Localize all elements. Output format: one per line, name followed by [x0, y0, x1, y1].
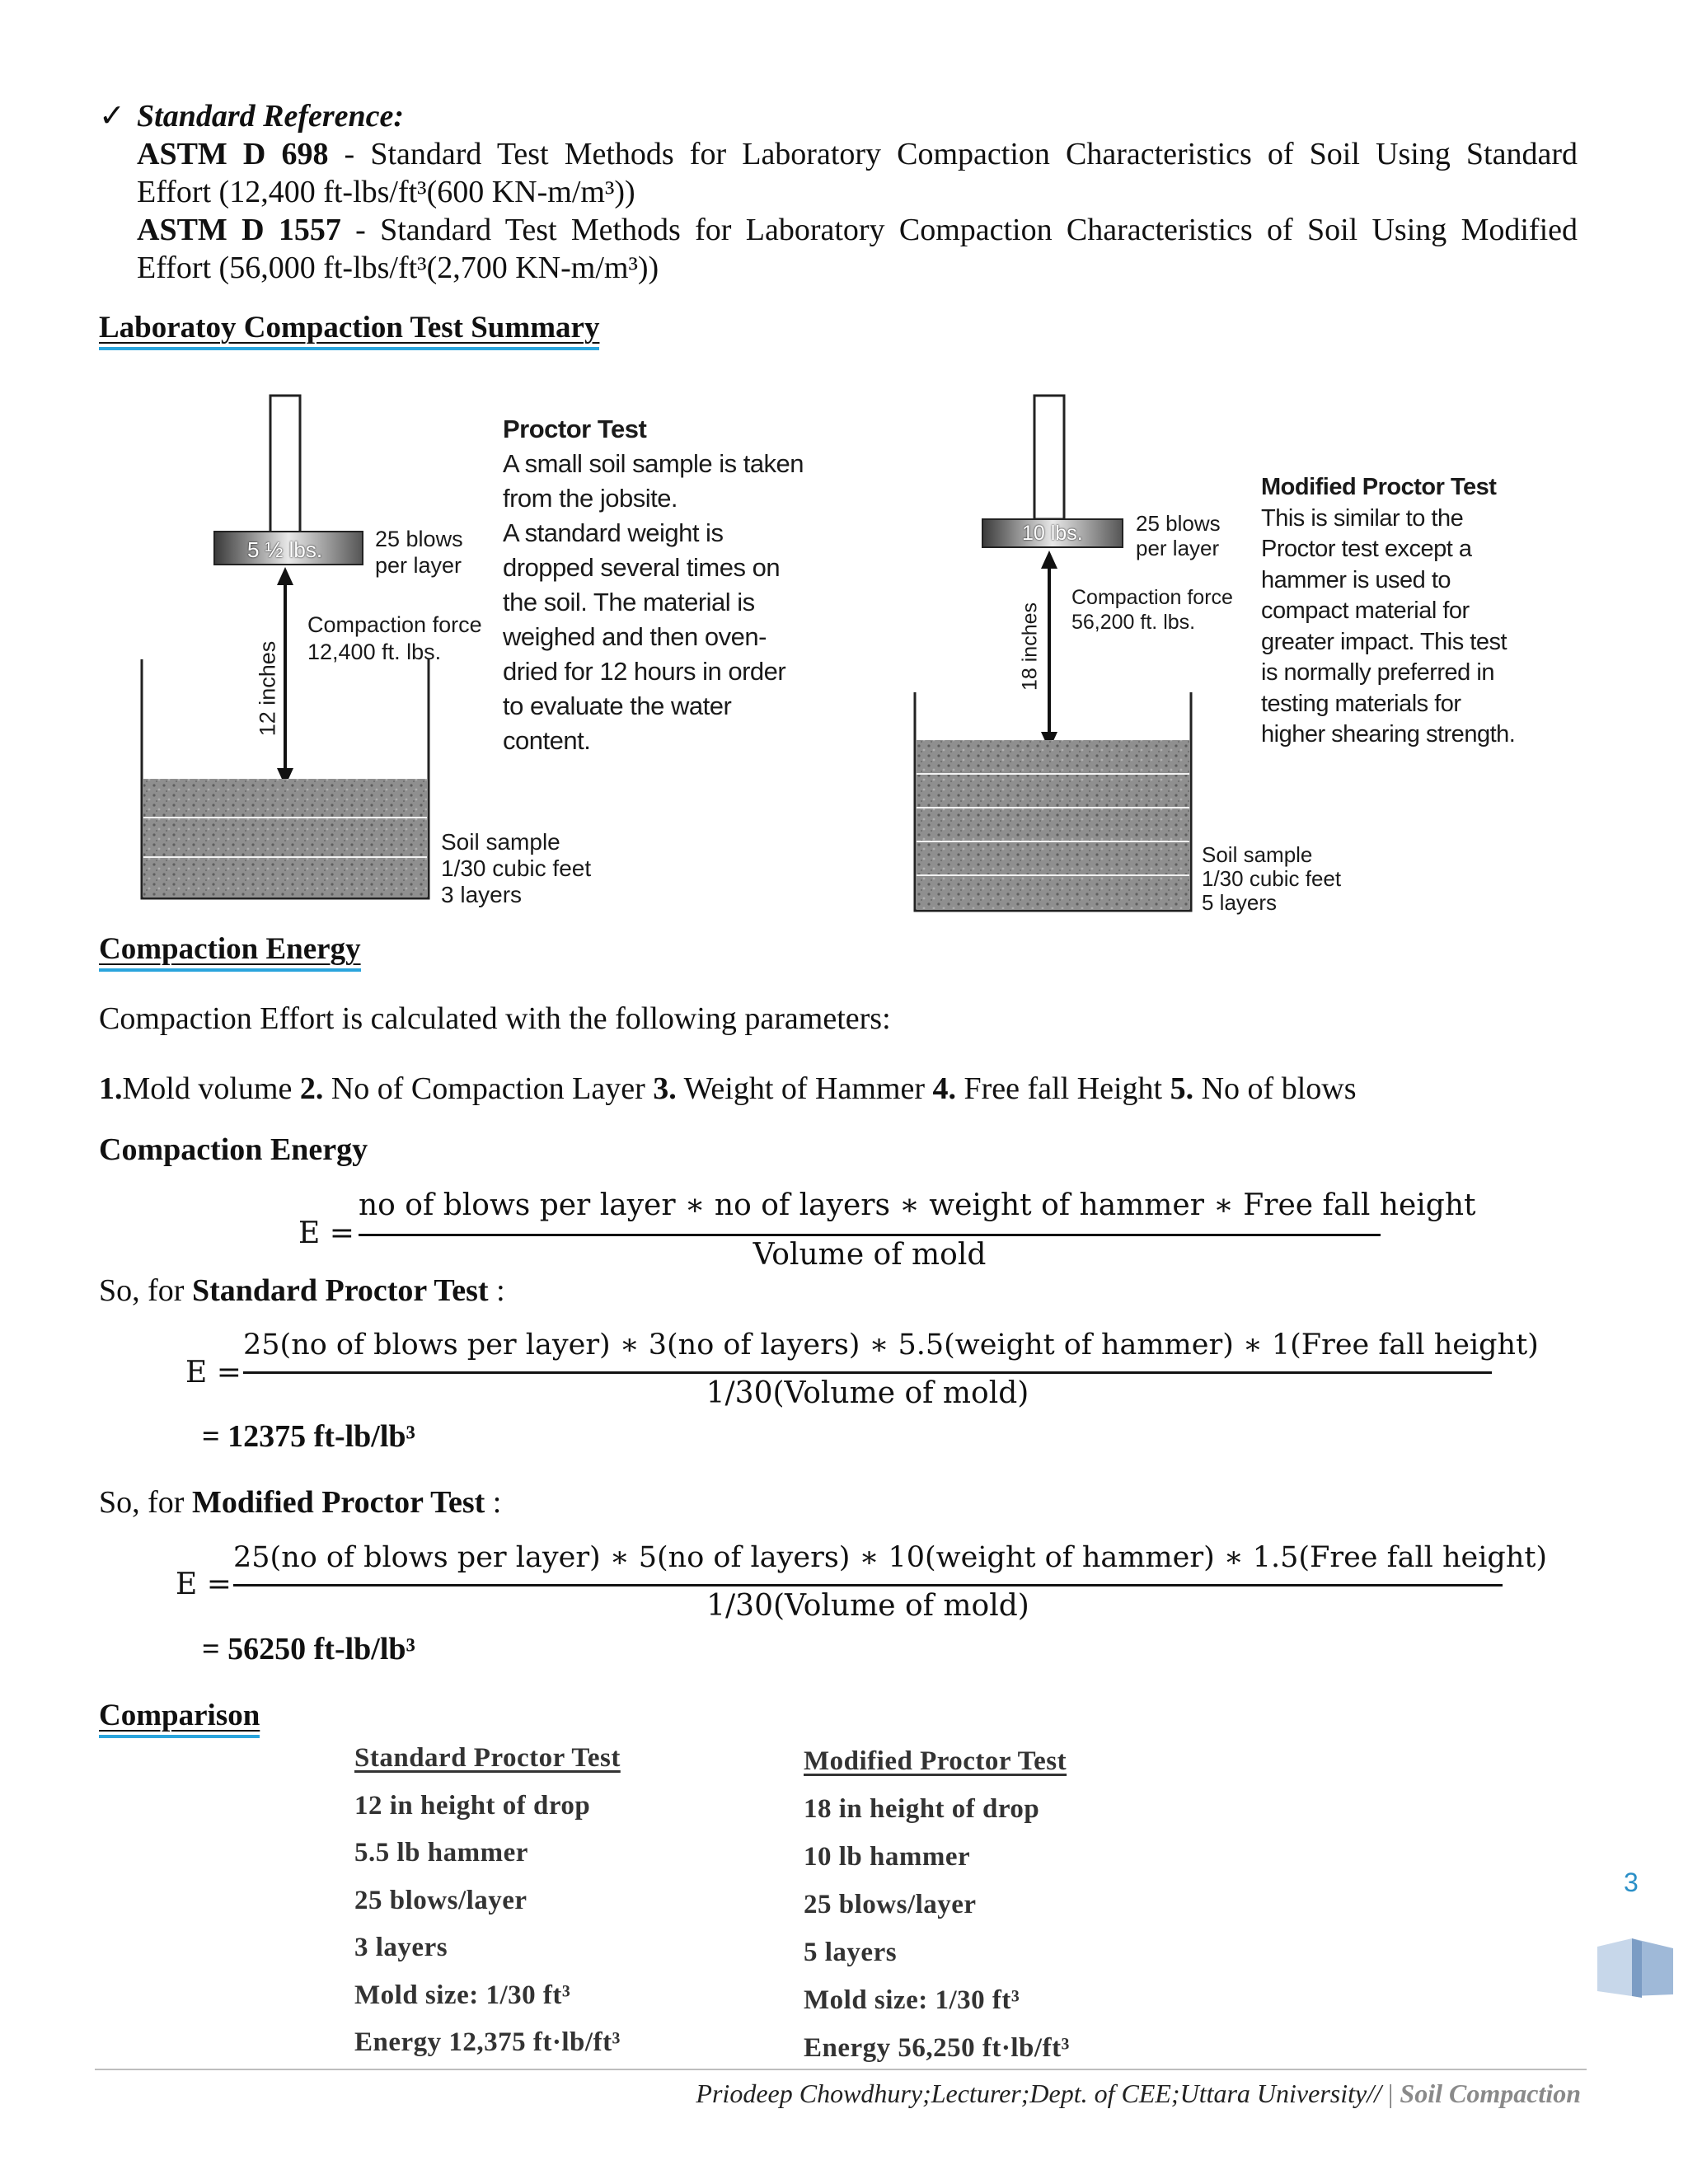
comparison-row: 3 layers [354, 1933, 448, 1962]
comparison-row: Mold size: 1/30 ft³ [354, 1980, 571, 2010]
proctor-desc-line: A standard weight is [503, 518, 724, 547]
param-text: Weight of Hammer [676, 1071, 933, 1106]
intro-prefix: So, for [99, 1273, 192, 1308]
param-number: 1. [99, 1071, 123, 1106]
formula-standard-lhs: E = [185, 1356, 241, 1390]
comparison-row: 10 lb hammer [804, 1842, 971, 1872]
astm-698-effort: Effort (12,400 ft-lbs/ft³(600 KN-m/m³)) [137, 175, 635, 209]
soil-line1: Soil sample [441, 829, 560, 855]
param-text: Mold volume [122, 1071, 300, 1106]
formula-general-bar [359, 1234, 1381, 1236]
formula-modified-bar [233, 1584, 1503, 1586]
comparison-heading: Comparison [99, 1698, 260, 1738]
param-number: 3. [653, 1071, 677, 1106]
soil-label [1202, 843, 1341, 915]
blows-label [375, 526, 463, 579]
param-text: Free fall Height [956, 1071, 1170, 1106]
force-line1: Compaction force [1071, 586, 1233, 609]
formula-standard-bar [243, 1371, 1492, 1374]
astm-698-code: ASTM D 698 [137, 137, 329, 171]
formula-modified-denominator: 1/30(Volume of mold) [706, 1589, 1029, 1623]
summary-heading-wrap [99, 310, 599, 350]
proctor-test-text [503, 412, 804, 758]
modified-desc-line: hammer is used to [1261, 566, 1451, 593]
soil-line2: 1/30 cubic feet [441, 855, 592, 881]
soil-label [441, 829, 591, 908]
comparison-row: 5 layers [804, 1938, 898, 1967]
footer-topic: Soil Compaction [1393, 2079, 1581, 2108]
footer-separator: | [1388, 2079, 1394, 2108]
blows-label [1136, 511, 1221, 560]
weight-label: 5 ½ lbs. [247, 537, 323, 562]
param-number: 2. [299, 1071, 324, 1106]
force-line2: 12,400 ft. lbs. [307, 640, 442, 664]
modified-desc-line: Proctor test except a [1261, 536, 1472, 562]
per-layer-text: per layer [375, 553, 462, 578]
intro-bold: Standard Proctor Test [191, 1273, 489, 1308]
formula-general-lhs: E = [298, 1216, 354, 1250]
soil-sample [143, 779, 427, 897]
param-text: No of Compaction Layer [323, 1071, 654, 1106]
soil-line1: Soil sample [1202, 842, 1313, 867]
modified-intro [99, 1483, 501, 1521]
formula-general-denominator: Volume of mold [753, 1238, 987, 1272]
energy-subheading: Compaction Energy [99, 1132, 368, 1167]
astm-1557-line [137, 211, 1578, 249]
astm-1557-effort: Effort (56,000 ft-lbs/ft³(2,700 KN-m/m³)) [137, 251, 659, 285]
comparison-row: Mold size: 1/30 ft³ [804, 1985, 1020, 2015]
height-label: 12 inches [255, 640, 280, 737]
comparison-row: Energy 56,250 ft·lb/ft³ [804, 2033, 1070, 2063]
parameters-list [99, 1070, 1356, 1108]
soil-line2: 1/30 cubic feet [1202, 866, 1342, 891]
footer-author: Priodeep Chowdhury;Lecturer;Dept. of CEE;Uttara University// [696, 2079, 1388, 2108]
formula-modified-lhs: E = [176, 1568, 232, 1601]
energy-intro: Compaction Effort is calculated with the following parameters: [99, 1001, 891, 1036]
comparison-standard-title: Standard Proctor Test [354, 1743, 621, 1773]
soil-line3: 5 layers [1202, 890, 1278, 915]
corner-decoration-icon [1591, 1937, 1681, 2003]
standard-intro [99, 1272, 505, 1310]
intro-suffix: : [485, 1485, 502, 1520]
intro-prefix: So, for [99, 1485, 192, 1520]
modified-desc-line: This is similar to the [1261, 504, 1464, 532]
force-label [1071, 585, 1233, 635]
weight-label: 10 lbs. [1022, 522, 1083, 545]
summary-heading: Laboratoy Compaction Test Summary [99, 310, 599, 350]
page-curl-icon [1591, 1937, 1681, 2003]
proctor-desc-line: dried for 12 hours in order [503, 657, 786, 686]
comparison-row: 5.5 lb hammer [354, 1838, 528, 1868]
proctor-desc-line: content. [503, 726, 591, 755]
arrow-head-up [1041, 551, 1057, 569]
comparison-row: 25 blows/layer [354, 1885, 528, 1915]
proctor-test-title: Proctor Test [503, 415, 647, 443]
proctor-desc-line: weighed and then oven- [503, 622, 767, 651]
comparison-row: 12 in height of drop [354, 1790, 591, 1821]
param-number: 4. [932, 1071, 956, 1106]
astm-698-desc: - Standard Test Methods for Laboratory Compaction Characteristics of Soil Using Standard [328, 137, 1578, 171]
checkmark-icon: ✓ [99, 99, 125, 134]
footer [696, 2079, 1581, 2109]
hammer-rod [1034, 396, 1064, 519]
modified-proctor-text [1261, 472, 1515, 751]
blows-text: 25 blows [1136, 511, 1221, 536]
soil-sample [917, 740, 1189, 909]
proctor-desc-line: the soil. The material is [503, 588, 755, 616]
formula-modified-result: = 56250 ft-lb/lb³ [202, 1632, 415, 1666]
proctor-desc-line: to evaluate the water [503, 691, 732, 720]
formula-modified-numerator: 25(no of blows per layer) ∗ 5(no of layers) ∗ 10(weight of hammer) ∗ 1.5(Free fall height) [233, 1541, 1548, 1574]
figure-modified-proctor [907, 387, 1599, 923]
arrow-head-up [277, 567, 293, 585]
blows-text: 25 blows [375, 527, 463, 551]
modified-desc-line: compact material for [1261, 598, 1470, 624]
per-layer-text: per layer [1136, 536, 1220, 560]
energy-heading: Compaction Energy [99, 931, 361, 972]
astm-698-line [137, 135, 1578, 173]
soil-line3: 3 layers [441, 882, 523, 907]
astm-1557-desc: - Standard Test Methods for Laboratory Compaction Characteristics of Soil Using Modified [340, 213, 1578, 247]
figure-standard-proctor [132, 387, 824, 923]
formula-general-numerator: no of blows per layer ∗ no of layers ∗ weight of hammer ∗ Free fall height [359, 1188, 1476, 1222]
comparison-standard-column [354, 1735, 621, 2067]
footer-rule [95, 2069, 1587, 2070]
proctor-desc-line: dropped several times on [503, 553, 781, 582]
height-label: 18 inches [1018, 602, 1042, 691]
modified-desc-line: higher shearing strength. [1261, 721, 1516, 748]
astm-1557-code: ASTM D 1557 [137, 213, 341, 247]
comparison-row: 25 blows/layer [804, 1890, 977, 1919]
modified-desc-line: greater impact. This test [1261, 628, 1507, 655]
comparison-row: 18 in height of drop [804, 1794, 1040, 1824]
comparison-heading-wrap [99, 1698, 260, 1738]
proctor-desc-line: from the jobsite. [503, 484, 678, 513]
force-label [307, 612, 482, 666]
param-number: 5. [1170, 1071, 1194, 1106]
param-text: No of blows [1193, 1071, 1357, 1106]
comparison-modified-column [804, 1737, 1070, 2072]
energy-heading-wrap [99, 931, 361, 972]
intro-suffix: : [488, 1273, 505, 1308]
comparison-row: Energy 12,375 ft·lb/ft³ [354, 2027, 621, 2057]
hammer-rod [270, 396, 300, 540]
force-line1: Compaction force [307, 612, 482, 637]
page-number: 3 [1624, 1868, 1639, 1897]
intro-bold: Modified Proctor Test [191, 1485, 485, 1520]
force-line2: 56,200 ft. lbs. [1071, 611, 1196, 634]
formula-standard-result: = 12375 ft-lb/lb³ [202, 1419, 415, 1454]
modified-desc-line: testing materials for [1261, 690, 1461, 717]
formula-standard-denominator: 1/30(Volume of mold) [706, 1376, 1029, 1410]
modified-proctor-title: Modified Proctor Test [1261, 474, 1497, 500]
modified-desc-line: is normally preferred in [1261, 659, 1494, 686]
formula-standard-numerator: 25(no of blows per layer) ∗ 3(no of layers) ∗ 5.5(weight of hammer) ∗ 1(Free fall height) [243, 1329, 1539, 1361]
comparison-modified-title: Modified Proctor Test [804, 1746, 1067, 1776]
standard-reference-label: Standard Reference: [137, 99, 405, 134]
proctor-desc-line: A small soil sample is taken [503, 449, 804, 478]
